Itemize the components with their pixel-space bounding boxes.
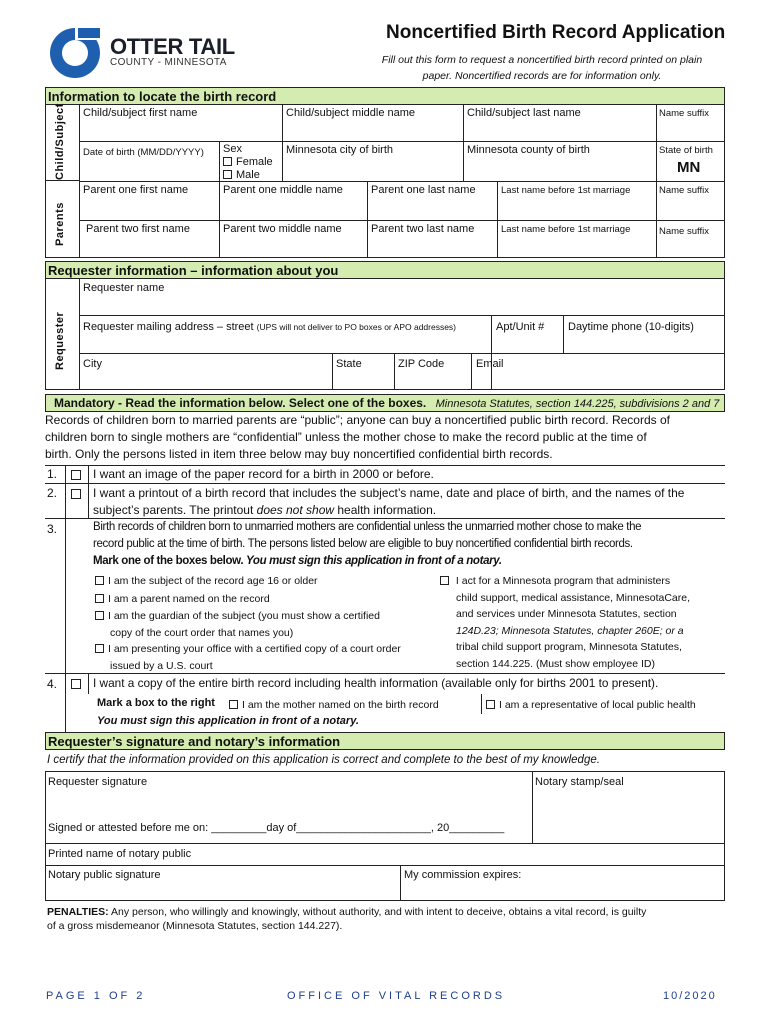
option4-text: I want a copy of the entire birth record including health information (available only for births 2001 to present). [93,676,659,690]
sex-male-checkbox[interactable]: Male [223,169,260,181]
apt-unit-field[interactable]: Apt/Unit # [496,321,545,333]
checkbox-icon [95,594,104,603]
col-divider [481,694,482,714]
sex-female-checkbox[interactable]: Female [223,156,273,168]
daytime-phone-field[interactable]: Daytime phone (10-digits) [568,321,694,333]
row-divider [80,315,725,316]
state-of-birth-value: MN [677,159,701,176]
col-divider [491,315,492,390]
parent1-maiden-name-field[interactable]: Last name before 1st marriage [501,185,631,196]
col-divider [367,181,368,258]
parent1-suffix-field[interactable]: Name suffix [659,185,709,196]
child-first-name-field[interactable]: Child/subject first name [83,107,198,119]
option3-parent-checkbox[interactable]: I am a parent named on the record [95,591,270,608]
city-field[interactable]: City [83,358,102,370]
penalties-notice: PENALTIES: Any person, who willingly and knowingly, without authority, and with intent to deceive, obtains a vital record, is guilty of a gross misdemeanor (Minnesota Statutes, section 144.227). [47,906,647,932]
form-date: 10/2020 [663,990,717,1002]
section-requester-heading: Requester information – information about you [45,261,725,279]
row-divider [80,181,725,182]
office-name: OFFICE OF VITAL RECORDS [287,990,506,1002]
parent1-middle-name-field[interactable]: Parent one middle name [223,184,343,196]
section-locate-heading: Information to locate the birth record [45,87,725,105]
notary-printed-name-field[interactable]: Printed name of notary public [48,848,192,860]
parent2-first-name-field[interactable]: Parent two first name [86,223,190,235]
col-divider [463,104,464,181]
requester-name-field[interactable]: Requester name [83,282,165,294]
col-divider [282,104,283,141]
col-divider [532,771,533,843]
city-of-birth-field[interactable]: Minnesota city of birth [286,144,393,156]
option3-text: Birth records of children born to unmarried mothers are confidential unless the unmarried mother chose to make the record public at the time of birth. The persons listed below are eligible to buy noncertified confidential birth records. Mark one of the boxes below. You must sign this application in front of a notary. [93,521,642,567]
col-divider [88,465,89,518]
row-divider [45,843,725,844]
page-title: Noncertified Birth Record Application [386,22,726,43]
option4-mark-label: Mark a box to the right [97,697,215,709]
option3-program-checkbox[interactable]: I act for a Minnesota program that administers child support, medical assistance, MinnesotaCare, and services under Minnesota Statutes, section 124D.23; Minnesota Statutes, chapter 260E; or a tribal child support program, Minnesota Statutes, section 144.225. (Must show employee ID) [440,573,690,672]
parent2-suffix-field[interactable]: Name suffix [659,226,709,237]
option4-mother-checkbox[interactable]: I am the mother named on the birth record [229,697,439,714]
requester-grid [45,278,725,390]
child-middle-name-field[interactable]: Child/subject middle name [286,107,416,119]
option3-number: 3. [47,522,58,536]
state-of-birth-label: State of birth [659,145,713,156]
col-divider [332,353,333,390]
section-signature-heading: Requester’s signature and notary’s information [45,732,725,750]
col-divider [471,353,472,390]
checkbox-icon [95,576,104,585]
option3-subject-checkbox[interactable]: I am the subject of the record age 16 or older [95,573,318,590]
row-divider [80,141,725,142]
commission-expires-field[interactable]: My commission expires: [404,869,522,881]
child-name-suffix-field[interactable]: Name suffix [659,108,709,119]
org-name: OTTER TAIL [110,34,235,59]
option4-notary-note: You must sign this application in front of a notary. [97,715,359,727]
col-divider [394,353,395,390]
notary-signature-field[interactable]: Notary public signature [48,869,161,881]
sex-label: Sex [223,143,242,155]
side-label-child: Child/Subject [54,103,66,180]
county-of-birth-field[interactable]: Minnesota county of birth [467,144,590,156]
col-divider [219,141,220,258]
parent1-first-name-field[interactable]: Parent one first name [83,184,189,196]
certification-statement: I certify that the information provided on this application is correct and complete to the best of my knowledge. [47,754,600,766]
checkbox-icon [486,700,495,709]
checkbox-icon [229,700,238,709]
parent2-middle-name-field[interactable]: Parent two middle name [223,223,342,235]
state-field[interactable]: State [336,358,362,370]
page-subtitle: Fill out this form to request a noncertified birth record printed on plain paper. Noncertified records are for information only. [381,54,703,82]
notary-stamp-field[interactable]: Notary stamp/seal [535,776,624,788]
date-of-birth-field[interactable]: Date of birth (MM/DD/YYYY) [83,147,204,158]
records-intro: Records of children born to married parents are “public”; anyone can buy a noncertified public birth record. Records of children born to single mothers are “confidential” unless the mother chose to make the record public at the time of birth. Only the persons listed in item three below may buy noncertified confidential birth records. [45,413,670,461]
county-logo-icon [48,26,102,80]
option1-text: I want an image of the paper record for a birth in 2000 or before. [93,467,434,481]
section-mandatory-heading: Mandatory - Read the information below. Select one of the boxes. Minnesota Statutes, section 144.225, subdivisions 2 and 7 [45,394,725,412]
parent2-last-name-field[interactable]: Parent two last name [371,223,475,235]
col-divider [65,465,66,732]
option1-number: 1. [47,467,58,481]
page-number: PAGE 1 OF 2 [46,990,146,1002]
col-divider [400,865,401,901]
signed-attested-field[interactable]: Signed or attested before me on: _________day of______________________, 20_________ [48,822,505,834]
row-divider [80,220,725,221]
side-label-parents: Parents [54,202,66,246]
option4-number: 4. [47,677,58,691]
checkbox-icon [440,576,449,585]
child-last-name-field[interactable]: Child/subject last name [467,107,581,119]
option4-checkbox[interactable] [71,679,81,689]
checkbox-icon [223,170,232,179]
row-divider [45,673,725,674]
parent1-last-name-field[interactable]: Parent one last name [371,184,476,196]
row-divider [45,865,725,866]
option2-checkbox[interactable] [71,489,81,499]
row-divider [45,483,725,484]
org-subtitle: COUNTY - MINNESOTA [110,57,227,68]
checkbox-icon [95,644,104,653]
checkbox-icon [95,611,104,620]
option3-court-order-checkbox[interactable]: I am presenting your office with a certified copy of a court order issued by a U.S. court [95,641,401,674]
checkbox-icon [223,157,232,166]
option1-checkbox[interactable] [71,470,81,480]
row-divider [80,353,725,354]
requester-signature-field[interactable]: Requester signature [48,776,148,788]
option4-public-health-checkbox[interactable]: I am a representative of local public health [486,697,696,714]
option3-guardian-checkbox[interactable]: I am the guardian of the subject (you must show a certified copy of the court order that names you) [95,608,380,641]
option2-text: I want a printout of a birth record that includes the subject’s name, date and place of birth, and the names of the subject’s parents. The printout does not show health information. [93,486,685,517]
side-divider [45,180,80,181]
col-divider [497,181,498,258]
zip-code-field[interactable]: ZIP Code [398,358,445,370]
email-field[interactable]: Email [476,358,504,370]
signature-grid [45,771,725,901]
mailing-address-field[interactable]: Requester mailing address – street (UPS will not deliver to PO boxes or APO addresses) [83,321,457,333]
col-divider [282,141,283,181]
side-label-requester: Requester [54,311,66,370]
col-divider [563,315,564,353]
col-divider [88,673,89,694]
parent2-maiden-name-field[interactable]: Last name before 1st marriage [501,224,631,235]
option2-number: 2. [47,486,58,500]
